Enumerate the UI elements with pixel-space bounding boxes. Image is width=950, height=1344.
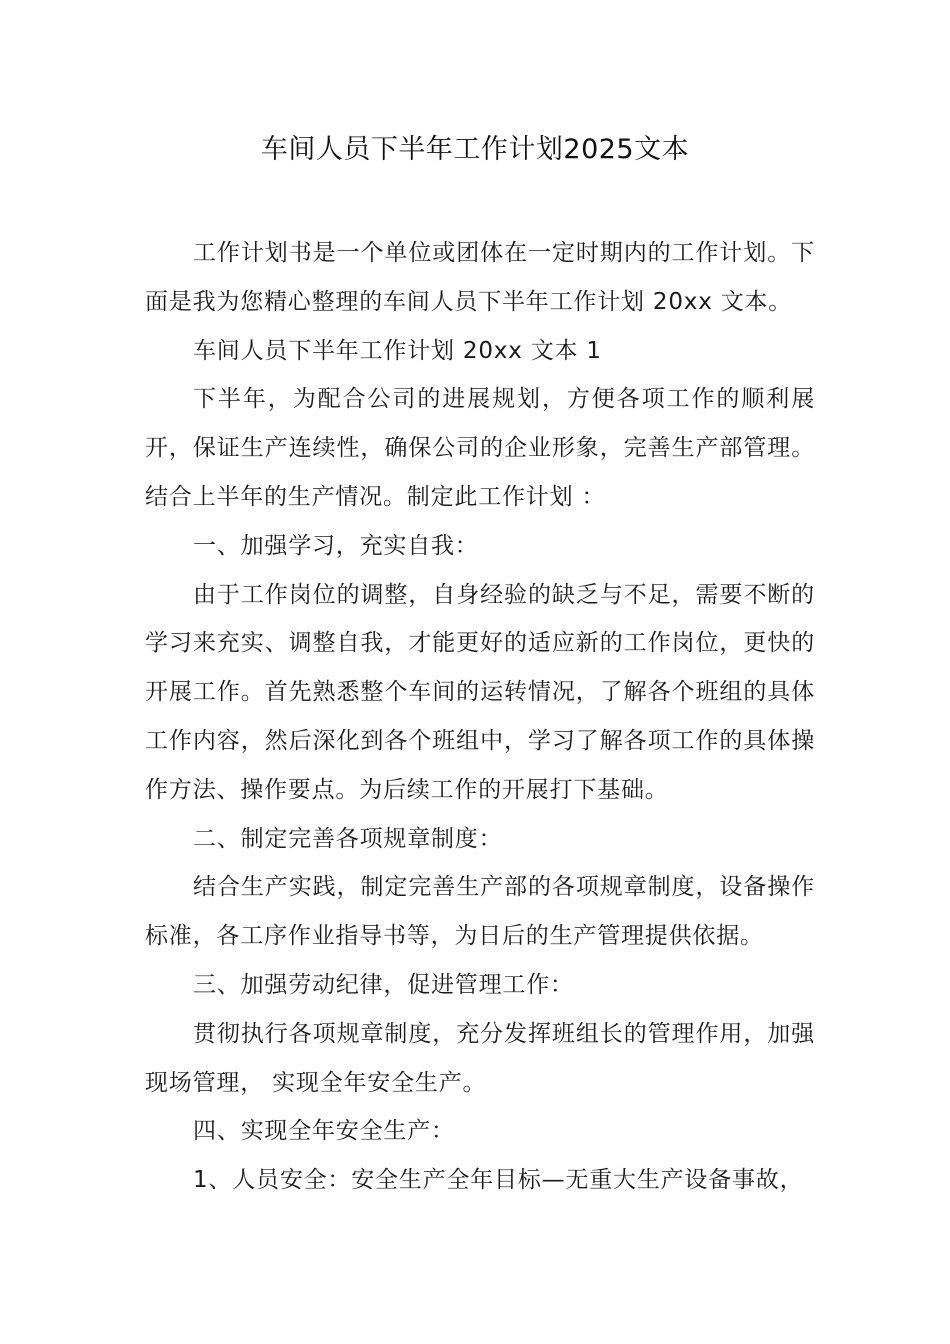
heading-section-3: 三、加强劳动纪律，促进管理工作： xyxy=(193,971,574,998)
document-body xyxy=(145,229,815,1205)
heading-section-4: 四、实现全年安全生产： xyxy=(193,1118,455,1145)
heading-section-2: 二、制定完善各项规章制度： xyxy=(193,825,503,852)
heading-section-1: 一、加强学习，充实自我： xyxy=(193,532,479,559)
paragraph-section-3: 贯彻执行各项规章制度，充分发挥班组长的管理作用，加强现场管理， 实现全年安全生产。 xyxy=(145,1020,815,1096)
paragraph-intro: 工作计划书是一个单位或团体在一定时期内的工作计划。下面是我为您精心整理的车间人员下半年工作计划 20xx 文本。 xyxy=(145,240,815,315)
paragraph-subtitle: 车间人员下半年工作计划 20xx 文本 1 xyxy=(193,337,602,364)
paragraph-section-2: 结合生产实践，制定完善生产部的各项规章制度，设备操作标准，各工序作业指导书等，为日后的生产管理提供依据。 xyxy=(145,874,815,950)
paragraph-section-1: 由于工作岗位的调整，自身经验的缺乏与不足，需要不断的学习来充实、调整自我，才能更好的适应新的工作岗位，更快的开展工作。首先熟悉整个车间的运转情况，了解各个班组的具体工作内容，然后深化到各个班组中，学习了解各项工作的具体操作方法、操作要点。为后续工作的开展打下基础。 xyxy=(145,581,815,803)
document-title: 车间人员下半年工作计划2025文本 xyxy=(260,134,690,165)
paragraph-overview: 下半年，为配合公司的进展规划，方便各项工作的顺利展开，保证生产连续性，确保公司的企业形象，完善生产部管理。结合上半年的生产情况。制定此工作计划 ： xyxy=(145,386,815,510)
paragraph-section-4-item-1: 1、人员安全：安全生产全年目标—无重大生产设备事故， xyxy=(193,1167,804,1194)
